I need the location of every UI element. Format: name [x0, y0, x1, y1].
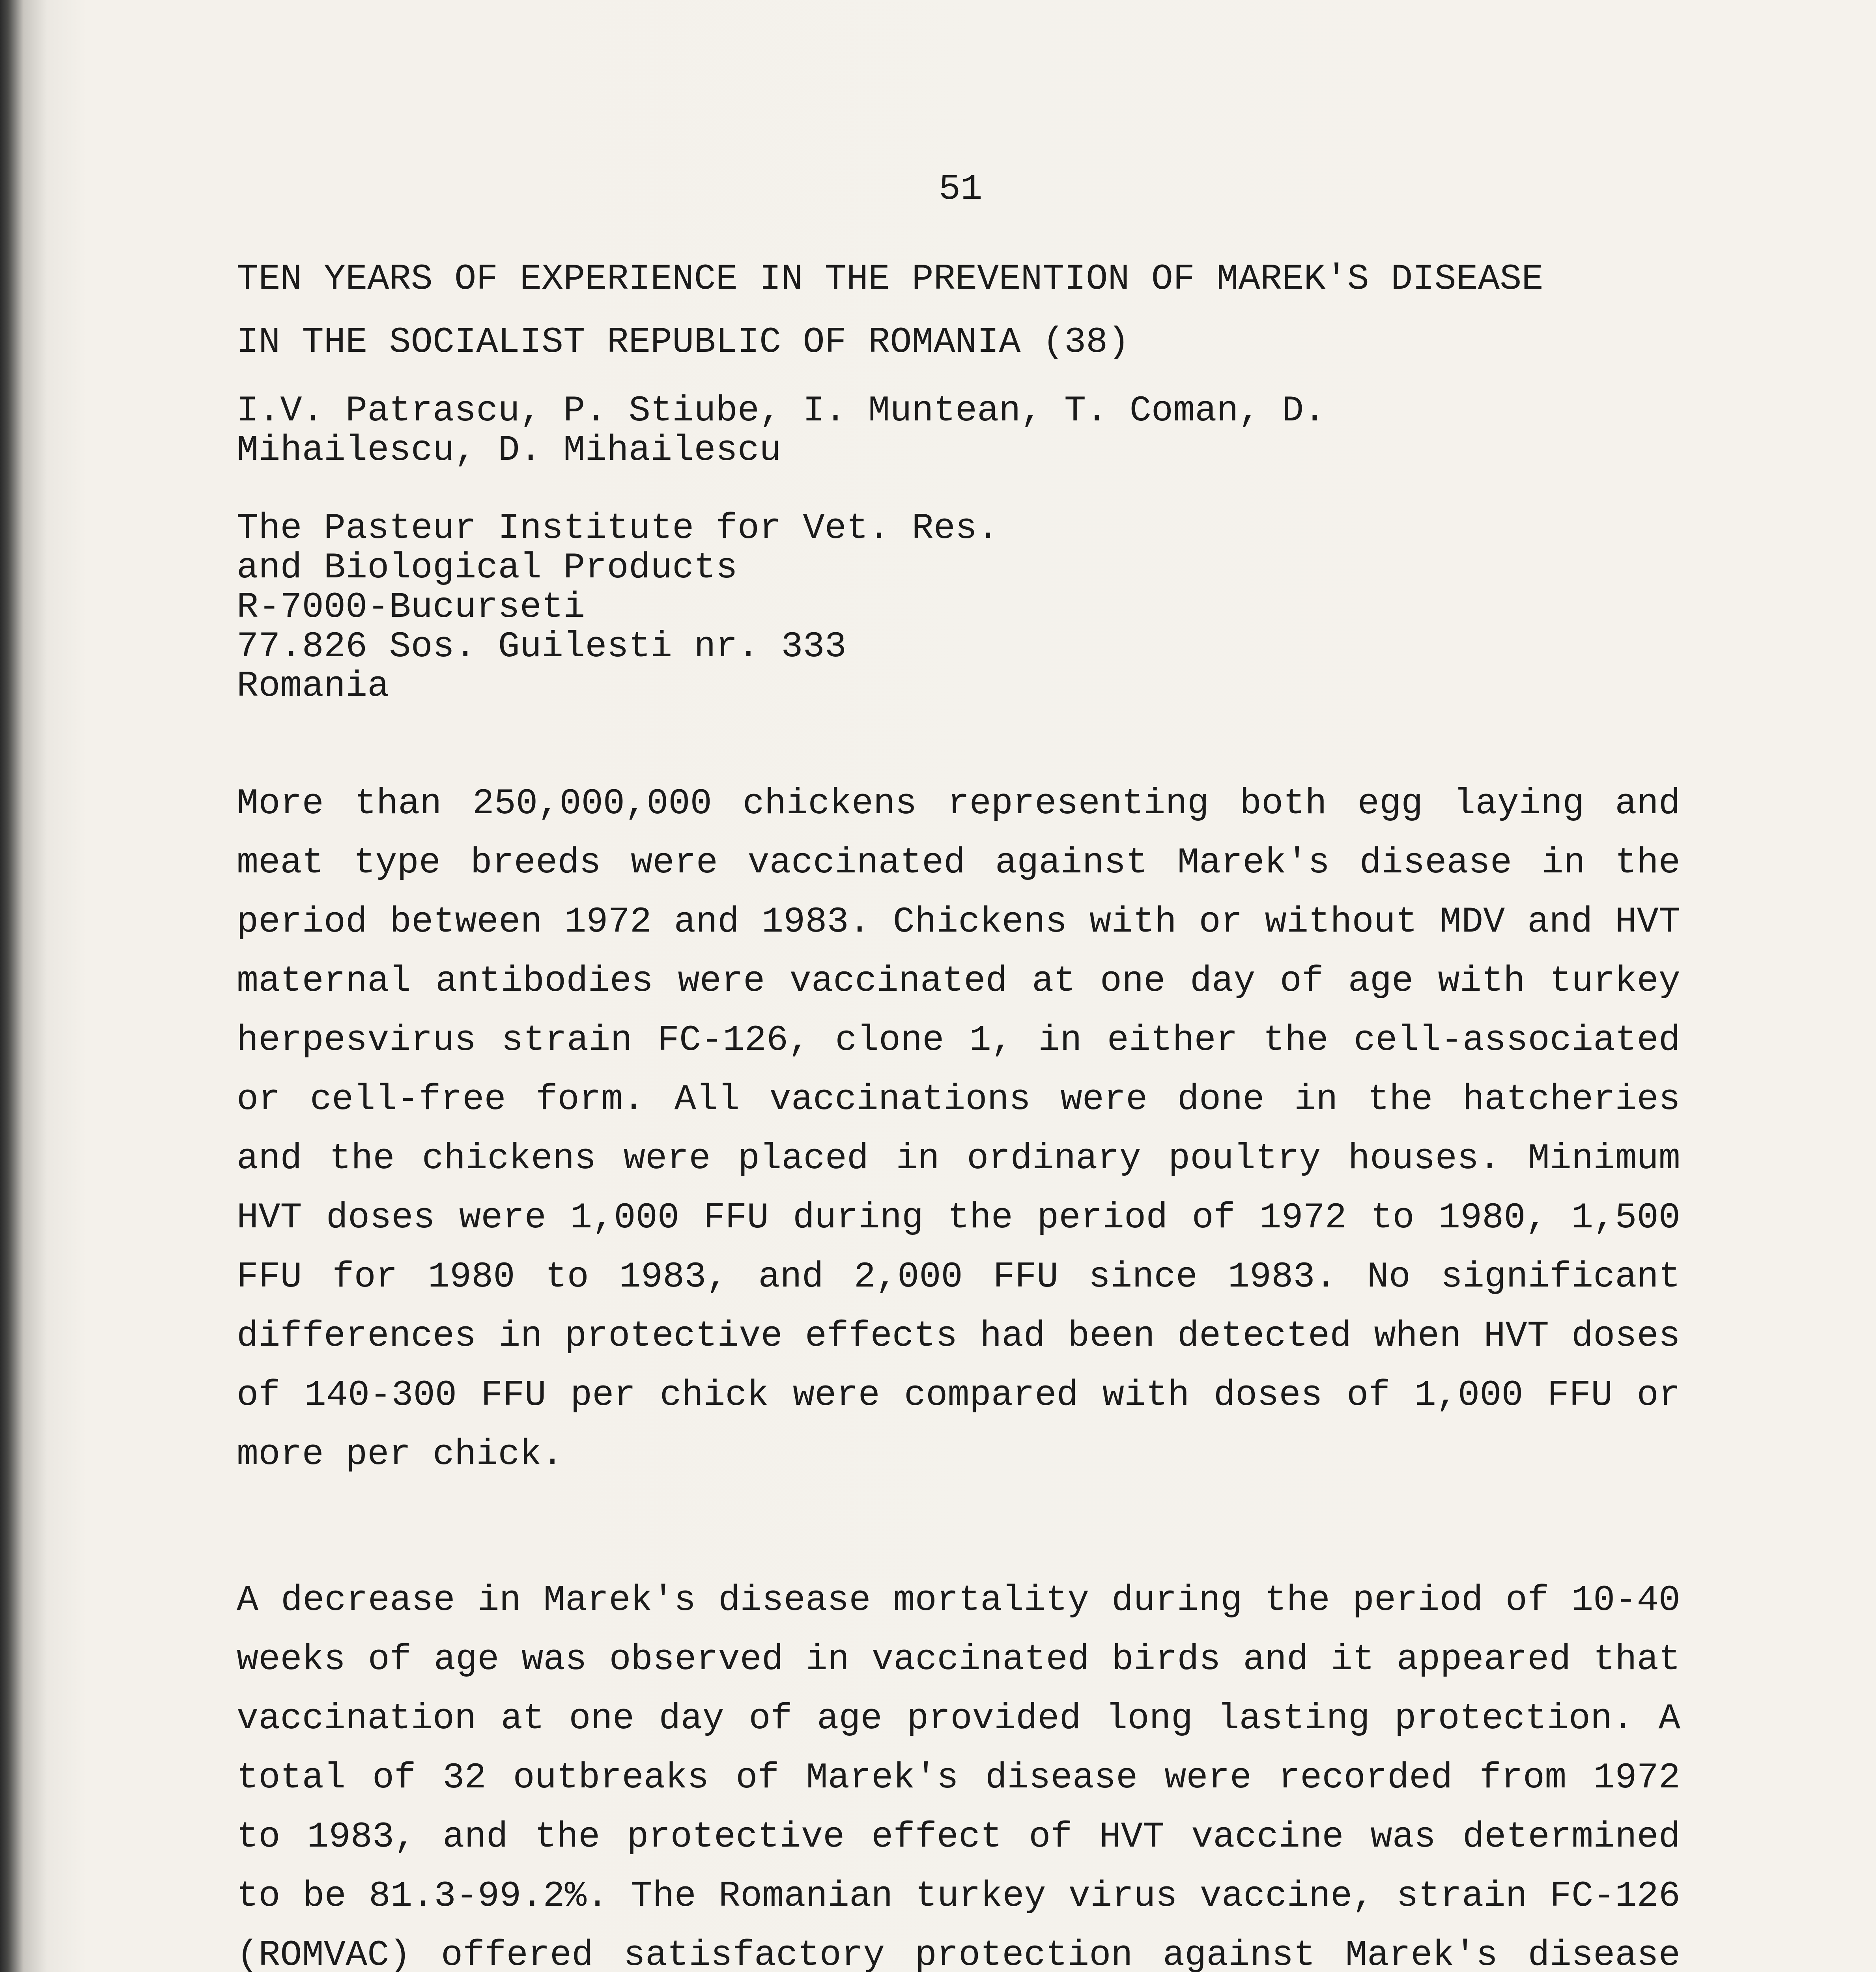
affiliation-line: Romania: [237, 665, 389, 707]
affiliation-line: and Biological Products: [237, 547, 738, 588]
affiliation-line: 77.826 Sos. Guilesti nr. 333: [237, 626, 846, 667]
affiliation-line: The Pasteur Institute for Vet. Res.: [237, 508, 999, 549]
affiliation-line: R-7000-Bucurseti: [237, 586, 585, 628]
abstract-paragraph-1: More than 250,000,000 chickens representing both egg laying and meat type breeds were vaccinated against Marek's disease in the period between 1972 and 1983. Chickens with or without MDV and HVT maternal antibodies were vaccinated at one day of age with turkey herpesvirus strain FC-126, clone 1, in either the cell-associated or cell-free form. All vaccinations were done in the hatcheries and the chickens were placed in ordinary poultry houses. Minimum HVT doses were 1,000 FFU during the period of 1972 to 1980, 1,500 FFU for 1980 to 1983, and 2,000 FFU since 1983. No significant differences in protective effects had been detected when HVT doses of 140-300 FFU per chick were compared with doses of 1,000 FFU or more per chick.: [237, 783, 1680, 1475]
article-title: [237, 248, 1696, 374]
abstract-paragraph-2: A decrease in Marek's disease mortality during the period of 10-40 weeks of age was observed in vaccinated birds and it appeared that vaccination at one day of age provided long lasting protection. A total of 32 outbreaks of Marek's disease were recorded from 1972 to 1983, and the protective effect of HVT vaccine was determined to be 81.3-99.2%. The Romanian turkey virus vaccine, strain FC-126 (ROMVAC) offered satisfactory protection against Marek's disease: [237, 1580, 1680, 1972]
affiliation: [237, 509, 1696, 706]
title-line: IN THE SOCIALIST REPUBLIC OF ROMANIA (38): [237, 321, 1130, 363]
authors-line: I.V. Patrascu, P. Stiube, I. Muntean, T. Coman, D.: [237, 390, 1326, 431]
authors-line: Mihailescu, D. Mihailescu: [237, 430, 781, 471]
page-number: 51: [939, 168, 983, 210]
title-line: TEN YEARS OF EXPERIENCE IN THE PREVENTION OF MAREK'S DISEASE: [237, 258, 1543, 300]
authors: [237, 391, 1696, 470]
